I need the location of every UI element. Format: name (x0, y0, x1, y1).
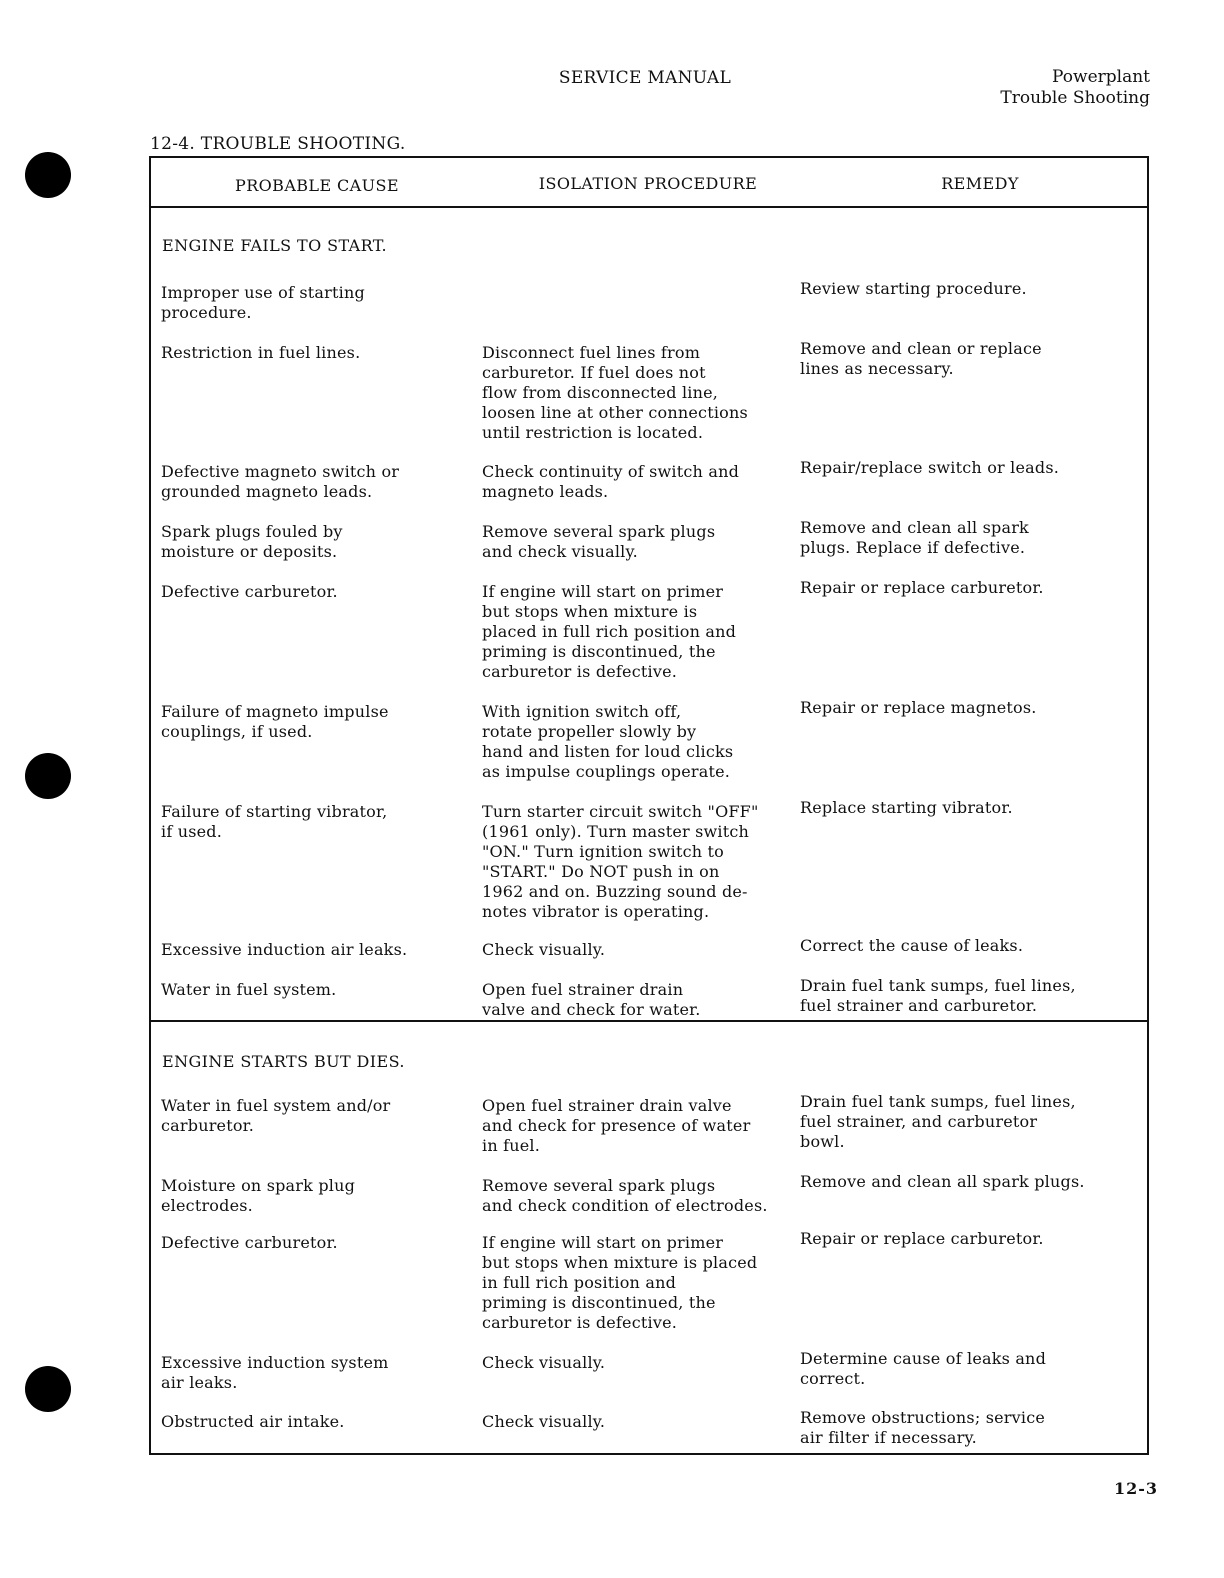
remedy-cell: Remove and clean all spark plugs. (800, 1172, 1085, 1191)
cause-cell: Defective carburetor. (161, 582, 338, 601)
cause-cell: Failure of magneto impulse couplings, if used. (161, 702, 389, 741)
cause-cell: Defective carburetor. (161, 1233, 338, 1252)
procedure-cell: Disconnect fuel lines from carburetor. If fuel does not flow from disconnected line, loosen line at other connections until restriction is located. (482, 343, 748, 442)
column-header-probable-cause: PROBABLE CAUSE (235, 176, 399, 195)
binder-hole (25, 1366, 71, 1412)
cause-cell: Excessive induction air leaks. (161, 940, 408, 959)
group-title: ENGINE STARTS BUT DIES. (162, 1052, 405, 1071)
procedure-cell: Turn starter circuit switch "OFF" (1961 only). Turn master switch "ON." Turn ignition switch to "START." Do NOT push in on 1962 and on. Buzzing sound de- notes vibrator is operating. (482, 802, 759, 921)
cause-cell: Water in fuel system. (161, 980, 337, 999)
column-header-isolation-procedure: ISOLATION PROCEDURE (538, 174, 758, 193)
procedure-cell: Remove several spark plugs and check visually. (482, 522, 716, 561)
procedure-cell: Check visually. (482, 1353, 606, 1372)
procedure-cell: Open fuel strainer drain valve and check for water. (482, 980, 701, 1019)
procedure-cell: Check visually. (482, 1412, 606, 1431)
cause-cell: Obstructed air intake. (161, 1412, 345, 1431)
procedure-cell: With ignition switch off, rotate propeller slowly by hand and listen for loud clicks as impulse couplings operate. (482, 702, 734, 781)
remedy-cell: Remove obstructions; service air filter if necessary. (800, 1408, 1046, 1447)
cause-cell: Defective magneto switch or grounded magneto leads. (161, 462, 400, 501)
chapter-heading-line1: Powerplant (1052, 67, 1150, 87)
group-title: ENGINE FAILS TO START. (162, 236, 387, 255)
remedy-cell: Drain fuel tank sumps, fuel lines, fuel strainer and carburetor. (800, 976, 1076, 1015)
procedure-cell: Remove several spark plugs and check condition of electrodes. (482, 1176, 768, 1215)
procedure-cell: Check visually. (482, 940, 606, 959)
remedy-cell: Remove and clean or replace lines as necessary. (800, 339, 1042, 378)
procedure-cell: Open fuel strainer drain valve and check for presence of water in fuel. (482, 1096, 751, 1155)
cause-cell: Restriction in fuel lines. (161, 343, 361, 362)
cause-cell: Failure of starting vibrator, if used. (161, 802, 388, 841)
binder-hole (25, 152, 71, 198)
manual-title: SERVICE MANUAL (558, 68, 732, 88)
table-group-engine-starts-but-dies (151, 1022, 1147, 1453)
table-header (151, 158, 1147, 208)
cause-cell: Spark plugs fouled by moisture or deposits. (161, 522, 343, 561)
page-number: 12-3 (1113, 1479, 1158, 1498)
table-group-engine-fails-to-start (151, 206, 1147, 1022)
remedy-cell: Repair or replace carburetor. (800, 1229, 1044, 1248)
remedy-cell: Determine cause of leaks and correct. (800, 1349, 1047, 1388)
remedy-cell: Remove and clean all spark plugs. Replace if defective. (800, 518, 1029, 557)
cause-cell: Water in fuel system and/or carburetor. (161, 1096, 391, 1135)
trouble-shooting-table (149, 156, 1149, 1455)
remedy-cell: Repair/replace switch or leads. (800, 458, 1060, 477)
remedy-cell: Correct the cause of leaks. (800, 936, 1024, 955)
chapter-heading (1000, 67, 1150, 109)
column-header-remedy: REMEDY (941, 174, 1019, 193)
remedy-cell: Repair or replace carburetor. (800, 578, 1044, 597)
cause-cell: Moisture on spark plug electrodes. (161, 1176, 356, 1215)
remedy-cell: Repair or replace magnetos. (800, 698, 1037, 717)
section-title: 12-4. TROUBLE SHOOTING. (150, 134, 406, 154)
remedy-cell: Replace starting vibrator. (800, 798, 1013, 817)
remedy-cell: Review starting procedure. (800, 279, 1027, 298)
remedy-cell: Drain fuel tank sumps, fuel lines, fuel strainer, and carburetor bowl. (800, 1092, 1076, 1151)
cause-cell: Excessive induction system air leaks. (161, 1353, 389, 1392)
chapter-heading-line2: Trouble Shooting (1000, 88, 1150, 108)
cause-cell: Improper use of starting procedure. (161, 283, 365, 322)
procedure-cell: If engine will start on primer but stops when mixture is placed in full rich position and priming is discontinued, the carburetor is defective. (482, 582, 737, 681)
procedure-cell: Check continuity of switch and magneto leads. (482, 462, 740, 501)
binder-hole (25, 753, 71, 799)
procedure-cell: If engine will start on primer but stops when mixture is placed in full rich position and priming is discontinued, the carburetor is defective. (482, 1233, 758, 1332)
